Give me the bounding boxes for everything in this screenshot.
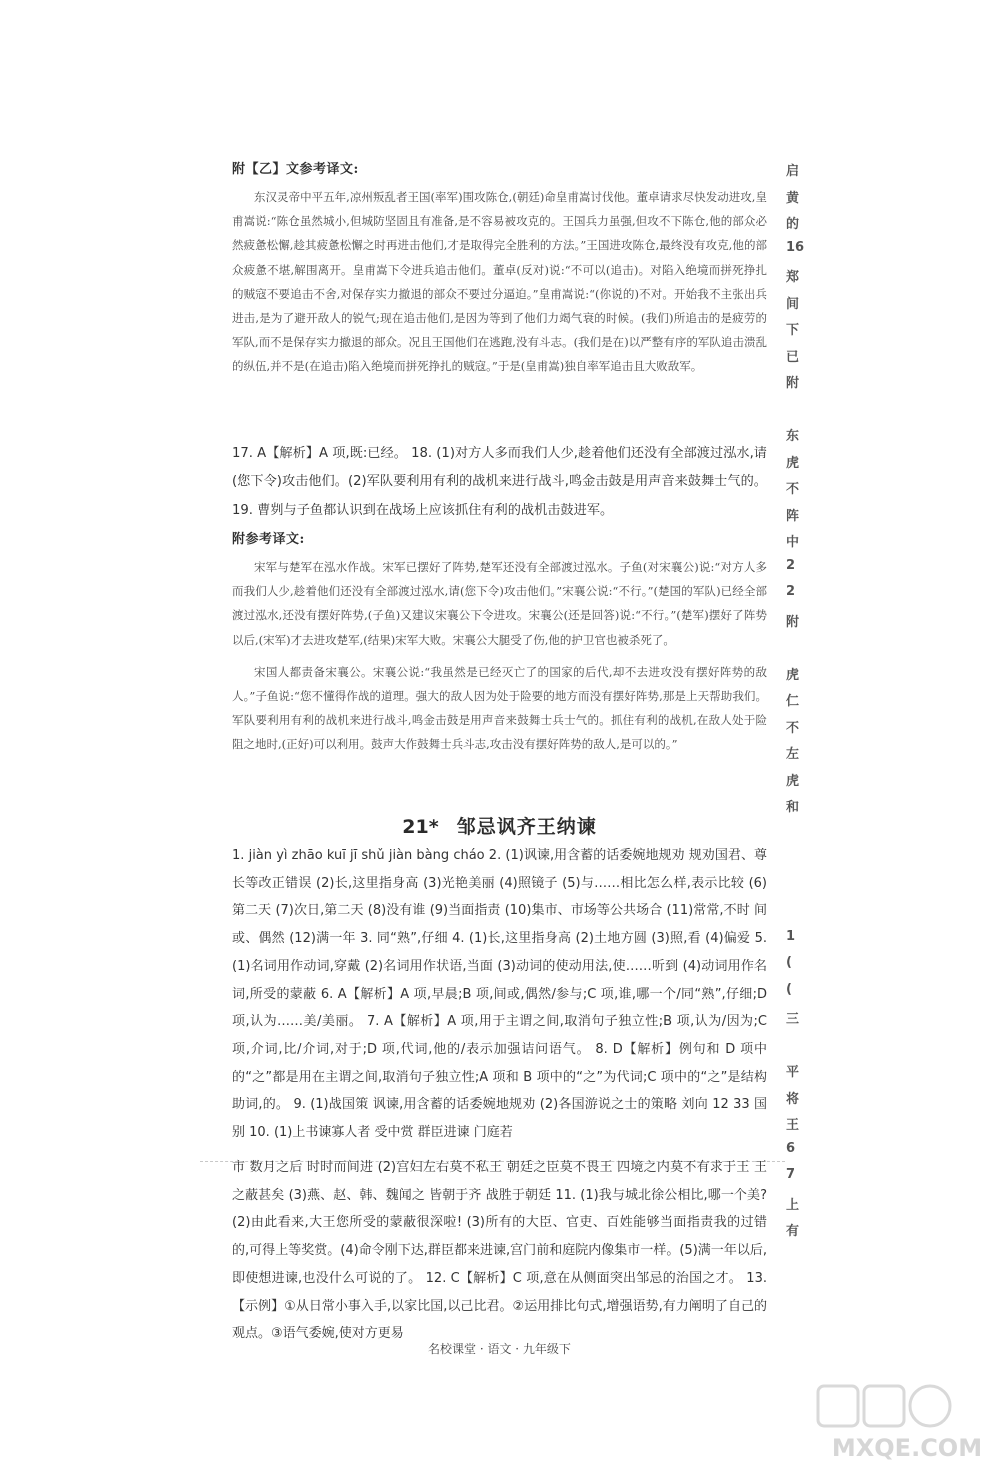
edge-char: 东 (786, 429, 800, 444)
translation-paragraph: 宋国人都责备宋襄公。宋襄公说:“我虽然是已经灭亡了的国家的后代,却不去进攻没有摆好阵势的敌人。”子鱼说:“您不懂得作战的道理。强大的敌人因为处于险要的地方而没有摆好阵势,那是上天帮助我们。军队要利用有利的战机来进行战斗,鸣金击鼓是用声音来鼓舞士兵士气的。抓住有利的战机,在敌人处于险阻之地时,(正好)可以利用。鼓声大作鼓舞士兵斗志,攻击没有摆好阵势的敌人,是可以的。” (232, 664, 767, 752)
edge-char: 平 (786, 1065, 800, 1080)
section-heading: 附参考译文: (232, 532, 305, 547)
edge-char: 的 (786, 217, 800, 232)
lesson-answers-part2 (232, 1154, 767, 1348)
edge-char: 6 (786, 1140, 796, 1156)
edge-char: 虎 (786, 455, 800, 471)
watermark-url: MXQE.COM (831, 1434, 983, 1462)
edge-char: 仁 (786, 694, 800, 709)
edge-char: 中 (786, 535, 800, 550)
edge-char: 郑 (786, 270, 800, 285)
answer-block: 市 数月之后 时时而间进 (2)宫妇左右莫不私王 朝廷之臣莫不畏王 四境之内莫不有求于王 王之蔽甚矣 (3)燕、赵、韩、魏闻之 皆朝于齐 战胜于朝廷 11. (1)我与城北徐公相比,哪一个美? (2)由此看来,大王您所受的蒙蔽很深啦! (3)所有的大臣、官吏、百姓能够当面指责我的过错的,可得上等奖赏。(4)命令刚下达,群臣都来进谏,宫门前和庭院内像集市一样。(5)满一年以后,即使想进谏,也没什么可说的了。 12. C【解析】C 项,意在从侧面突出邹忌的治国之才。 13. 【示例】①从日常小事入手,以家比国,以己比君。②运用排比句式,增强语势,有力阐明了自己的观点。③语气委婉,使对方更易 (232, 1160, 767, 1342)
lesson-number: 21* (402, 816, 439, 838)
edge-char: 启 (786, 164, 800, 179)
edge-char: 黄 (786, 190, 800, 206)
edge-char: 附 (786, 376, 800, 391)
lesson-title-row (232, 812, 767, 839)
edge-char: 阵 (786, 508, 800, 524)
answer-block: 17. A【解析】A 项,既:已经。 18. (1)对方人多而我们人少,趁着他们还没有全部渡过泓水,请(您下令)攻击他们。(2)军队要利用有利的战机来进行战斗,鸣金击鼓是用声音来鼓舞士气的。 19. 曹刿与子鱼都认识到在战场上应该抓住有利的战机击鼓进军。 (232, 446, 767, 518)
edge-char: 将 (786, 1091, 800, 1107)
lesson-answers-part1 (232, 842, 767, 1147)
edge-char: 附 (786, 614, 800, 630)
edge-char: 三 (786, 1012, 800, 1027)
site-watermark-logo (812, 1380, 997, 1466)
edge-char: 已 (786, 349, 800, 365)
edge-char: ( (786, 955, 792, 970)
translation-paragraph: 宋军与楚军在泓水作战。宋军已摆好了阵势,楚军还没有全部渡过泓水。子鱼(对宋襄公)说:“对方人多而我们人少,趁着他们还没有全部渡过泓水,请(您下令)攻击他们。”宋襄公说:“不行。”(楚国的军队)已经全部渡过泓水,还没有摆好阵势,(子鱼)又建议宋襄公下令进攻。宋襄公(还是回答)说:“不行。”(楚军)摆好了阵势以后,(宋军)才去进攻楚军,(结果)宋军大败。宋襄公大腿受了伤,他的护卫官也被杀死了。 (232, 560, 767, 647)
page-footer: 名校课堂 · 语文 · 九年级下 (428, 1342, 571, 1356)
edge-char: 王 (786, 1118, 800, 1133)
edge-char: 1 (786, 928, 796, 944)
answer-block: 1. jiàn yì zhāo kuī jī shǔ jiàn bàng cháo 2. (1)讽谏,用含蓄的话委婉地规劝 规劝国君、尊长等改正错误 (2)长,这里指身高 (3)光艳美丽 (4)照镜子 (5)与……相比怎么样,表示比较 (6)第二天 (7)次日,第二天 (8)没有谁 (9)当面指责 (10)集市、市场等公共场合 (11)常常,不时 间或、偶然 (12)满一年 3. 同“熟”,仔细 4. (1)长,这里指身高 (2)土地方圆 (3)照,看 (4)偏爱 5. (1)名词用作动词,穿戴 (2)名词用作状语,当面 (3)动词的使动用法,使……听到 (4)动词用作名词,所受的蒙蔽 6. A【解析】A 项,早晨;B 项,间或,偶然/参与;C 项,谁,哪一个/同“熟”,仔细;D 项,认为……美/美丽。 7. A【解析】A 项,用于主谓之间,取消句子独立性;B 项,认为/因为;C 项,介词,比/介词,对于;D 项,代词,他的/表示加强诘问语气。 8. D【解析】例句和 D 项中的“之”都是用在主谓之间,取消句子独立性;A 项和 B 项中的“之”为代词;C 项中的“之”是结构助词,的。 9. (1)战国策 讽谏,用含蓄的话委婉地规劝 (2)各国游说之士的策略 刘向 12 33 国别 10. (1)上书谏寡人者 受中赏 群臣进谏 门庭若 (232, 848, 767, 1141)
answers-17-19 (232, 440, 767, 525)
edge-char: 2 (786, 584, 796, 599)
edge-char: 有 (786, 1224, 800, 1239)
edge-char: 不 (786, 720, 800, 736)
edge-char: 左 (786, 747, 800, 762)
lesson-title: 邹忌讽齐王纳谏 (456, 816, 597, 838)
section-reference-translation (232, 528, 767, 757)
edge-char: 上 (786, 1197, 800, 1213)
edge-char: 虎 (786, 667, 800, 683)
edge-char: 下 (786, 323, 800, 338)
section-heading: 附【乙】文参考译文: (232, 162, 359, 177)
edge-char: 间 (786, 296, 800, 312)
edge-char: 和 (786, 800, 800, 815)
edge-char: 16 (786, 239, 805, 255)
edge-char: 2 (786, 557, 796, 573)
edge-char: 不 (786, 482, 800, 497)
edge-char: 7 (786, 1167, 796, 1182)
section-yi-translation (232, 158, 767, 379)
edge-char: ( (786, 981, 792, 997)
translation-paragraph: 东汉灵帝中平五年,凉州叛乱者王国(率军)围攻陈仓,(朝廷)命皇甫嵩讨伐他。董卓请求尽快发动进攻,皇甫嵩说:“陈仓虽然城小,但城防坚固且有准备,是不容易被攻克的。王国兵力虽强,但攻不下陈仓,他的部众必然疲惫松懈,趁其疲惫松懈之时再进击他们,才是取得完全胜利的方法。”王国进攻陈仓,最终没有攻克,他的部众疲惫不堪,解围离开。皇甫嵩下令进兵追击他们。董卓(反对)说:“不可以(追击)。对陷入绝境而拼死挣扎的贼寇不要追击不舍,对保存实力撤退的部众不要过分逼迫。”皇甫嵩说:“(你说的)不对。开始我不主张出兵进击,是为了避开敌人的锐气;现在追击他们,是因为等到了他们力竭气衰的时候。(我们)所追击的是疲劳的军队,而不是保存实力撤退的部众。况且王国他们在逃跑,没有斗志。(我们是在)以严整有序的军队追击溃乱的纵伍,并不是(在追击)陷入绝境而拼死挣扎的贼寇。”于是(皇甫嵩)独自率军追击且大败敌军。 (232, 190, 767, 374)
edge-char: 虎 (786, 773, 800, 789)
